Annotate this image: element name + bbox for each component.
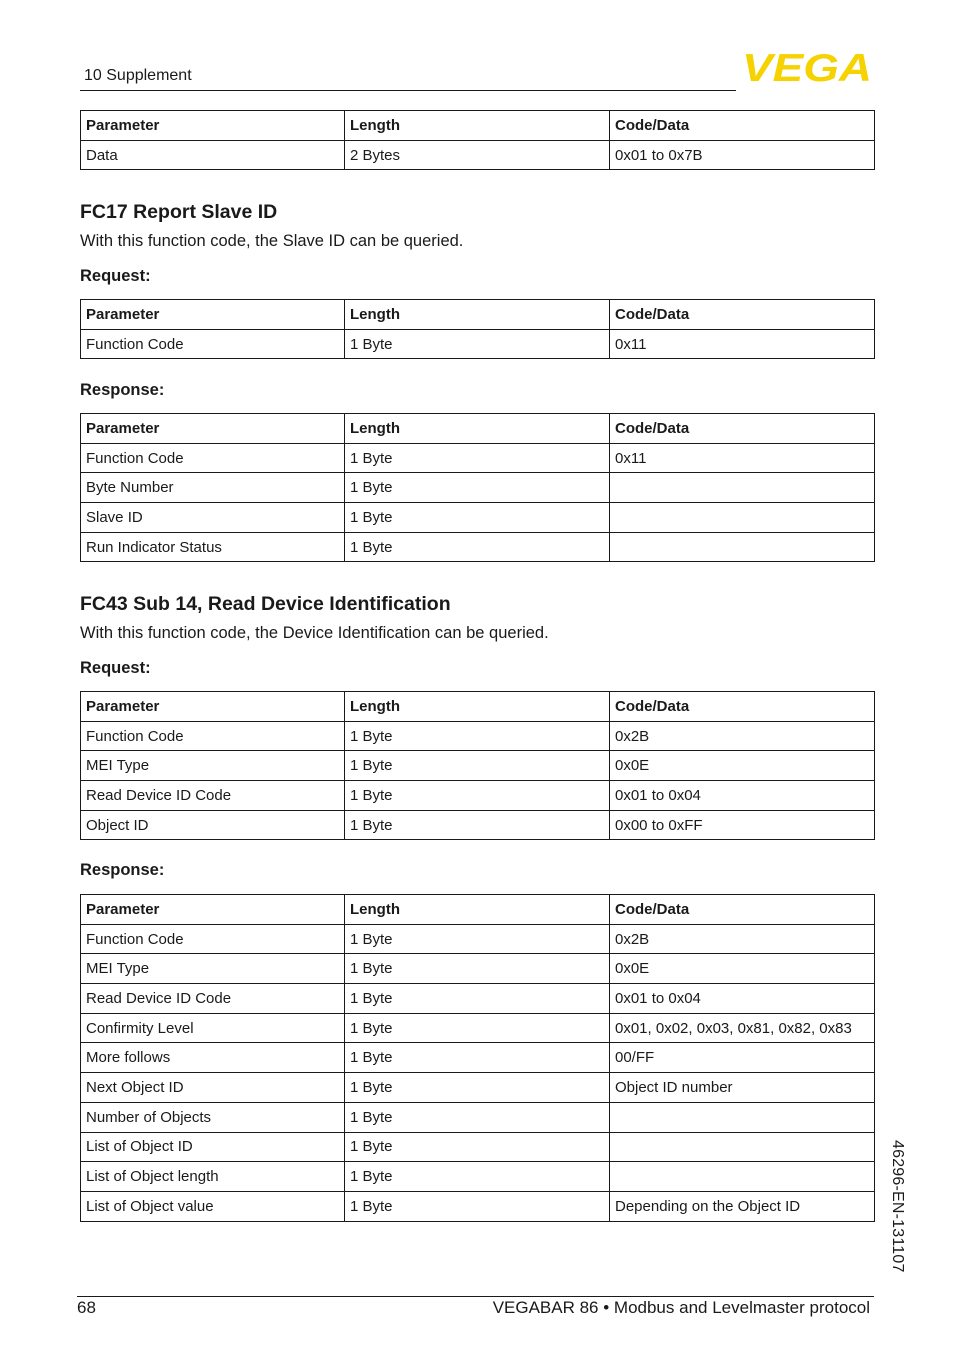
table-header-row xyxy=(81,414,875,444)
cell-code xyxy=(610,1132,875,1162)
cell-parameter: Function Code xyxy=(81,329,345,359)
header-code: Code/Data xyxy=(610,895,875,925)
header-parameter: Parameter xyxy=(81,300,345,330)
fc43-response-label: Response: xyxy=(80,861,165,879)
cell-length: 1 Byte xyxy=(345,1162,610,1192)
cell-length: 1 Byte xyxy=(345,1191,610,1221)
cell-length: 1 Byte xyxy=(345,532,610,562)
fc17-request-table xyxy=(80,299,875,359)
table-row xyxy=(81,329,875,359)
table-row xyxy=(81,751,875,781)
table-row xyxy=(81,473,875,503)
cell-length: 1 Byte xyxy=(345,751,610,781)
footer-divider xyxy=(77,1296,874,1297)
header-length: Length xyxy=(345,895,610,925)
cell-code: 0x01 to 0x04 xyxy=(610,984,875,1014)
table-row xyxy=(81,1162,875,1192)
cell-code xyxy=(610,1102,875,1132)
table-row xyxy=(81,532,875,562)
cell-length: 1 Byte xyxy=(345,473,610,503)
page-number: 68 xyxy=(77,1298,96,1317)
cell-parameter: Number of Objects xyxy=(81,1102,345,1132)
fc17-heading: FC17 Report Slave ID xyxy=(80,201,278,223)
cell-code xyxy=(610,1162,875,1192)
table-header-row xyxy=(81,692,875,722)
header-parameter: Parameter xyxy=(81,692,345,722)
header-parameter: Parameter xyxy=(81,414,345,444)
cell-length: 1 Byte xyxy=(345,503,610,533)
table-row xyxy=(81,1043,875,1073)
cell-length: 1 Byte xyxy=(345,954,610,984)
cell-parameter: Next Object ID xyxy=(81,1073,345,1103)
fc17-description: With this function code, the Slave ID can be queried. xyxy=(80,232,464,250)
cell-parameter: List of Object value xyxy=(81,1191,345,1221)
fc17-response-table xyxy=(80,413,875,562)
table-row xyxy=(81,721,875,751)
table-row xyxy=(81,1102,875,1132)
cell-code: 0x00 to 0xFF xyxy=(610,810,875,840)
vega-logo-text: VEGA xyxy=(742,50,872,84)
fc17-response-label: Response: xyxy=(80,381,165,399)
cell-code: 0x2B xyxy=(610,721,875,751)
fc43-request-table xyxy=(80,691,875,840)
table-row xyxy=(81,924,875,954)
cell-parameter: MEI Type xyxy=(81,954,345,984)
cell-code: 0x2B xyxy=(610,924,875,954)
vega-logo xyxy=(742,50,874,84)
fc43-request-label: Request: xyxy=(80,659,151,677)
cell-parameter: MEI Type xyxy=(81,751,345,781)
cell-length: 1 Byte xyxy=(345,1073,610,1103)
cell-parameter: Function Code xyxy=(81,924,345,954)
cell-code xyxy=(610,532,875,562)
cell-parameter: Run Indicator Status xyxy=(81,532,345,562)
cell-code xyxy=(610,473,875,503)
cell-length: 1 Byte xyxy=(345,1132,610,1162)
section-label: 10 Supplement xyxy=(84,67,192,84)
data-table-continued xyxy=(80,110,875,170)
header-length: Length xyxy=(345,111,610,141)
cell-parameter: Confirmity Level xyxy=(81,1013,345,1043)
cell-parameter: More follows xyxy=(81,1043,345,1073)
cell-code: 00/FF xyxy=(610,1043,875,1073)
cell-length: 1 Byte xyxy=(345,984,610,1014)
table-row xyxy=(81,1191,875,1221)
cell-code: Object ID number xyxy=(610,1073,875,1103)
footer-title: VEGABAR 86 • Modbus and Levelmaster protocol xyxy=(492,1298,870,1317)
cell-code: 0x0E xyxy=(610,954,875,984)
table-row xyxy=(81,503,875,533)
cell-code: 0x01 to 0x04 xyxy=(610,781,875,811)
cell-parameter: Data xyxy=(81,140,345,170)
cell-code: 0x0E xyxy=(610,751,875,781)
header-length: Length xyxy=(345,692,610,722)
fc43-description: With this function code, the Device Identification can be queried. xyxy=(80,624,549,642)
cell-length: 1 Byte xyxy=(345,1043,610,1073)
header-code: Code/Data xyxy=(610,414,875,444)
table-row xyxy=(81,1132,875,1162)
header-length: Length xyxy=(345,300,610,330)
cell-code: 0x11 xyxy=(610,329,875,359)
table-header-row xyxy=(81,111,875,141)
cell-length: 1 Byte xyxy=(345,810,610,840)
vega-logo-graphic xyxy=(742,50,874,84)
cell-parameter: Object ID xyxy=(81,810,345,840)
cell-length: 1 Byte xyxy=(345,721,610,751)
cell-parameter: Read Device ID Code xyxy=(81,984,345,1014)
header-code: Code/Data xyxy=(610,300,875,330)
cell-length: 1 Byte xyxy=(345,781,610,811)
table-row xyxy=(81,954,875,984)
cell-length: 2 Bytes xyxy=(345,140,610,170)
cell-length: 1 Byte xyxy=(345,329,610,359)
header-parameter: Parameter xyxy=(81,111,345,141)
cell-parameter: Function Code xyxy=(81,443,345,473)
cell-length: 1 Byte xyxy=(345,443,610,473)
table-row xyxy=(81,443,875,473)
table-row xyxy=(81,1073,875,1103)
cell-code xyxy=(610,503,875,533)
cell-code: 0x01, 0x02, 0x03, 0x81, 0x82, 0x83 xyxy=(610,1013,875,1043)
table-row xyxy=(81,140,875,170)
header-parameter: Parameter xyxy=(81,895,345,925)
cell-parameter: Read Device ID Code xyxy=(81,781,345,811)
cell-code: 0x11 xyxy=(610,443,875,473)
fc17-request-label: Request: xyxy=(80,267,151,285)
cell-code: 0x01 to 0x7B xyxy=(610,140,875,170)
cell-parameter: List of Object length xyxy=(81,1162,345,1192)
table-row xyxy=(81,1013,875,1043)
header-code: Code/Data xyxy=(610,692,875,722)
table-header-row xyxy=(81,300,875,330)
cell-parameter: List of Object ID xyxy=(81,1132,345,1162)
cell-parameter: Slave ID xyxy=(81,503,345,533)
cell-code: Depending on the Object ID xyxy=(610,1191,875,1221)
table-row xyxy=(81,984,875,1014)
cell-length: 1 Byte xyxy=(345,1102,610,1132)
cell-parameter: Byte Number xyxy=(81,473,345,503)
cell-length: 1 Byte xyxy=(345,924,610,954)
table-header-row xyxy=(81,895,875,925)
document-code: 46296-EN-131107 xyxy=(889,1140,906,1273)
cell-parameter: Function Code xyxy=(81,721,345,751)
fc43-heading: FC43 Sub 14, Read Device Identification xyxy=(80,593,451,615)
header-code: Code/Data xyxy=(610,111,875,141)
table-row xyxy=(81,781,875,811)
header-length: Length xyxy=(345,414,610,444)
cell-length: 1 Byte xyxy=(345,1013,610,1043)
fc43-response-table xyxy=(80,894,875,1222)
header-divider xyxy=(80,90,736,91)
table-row xyxy=(81,810,875,840)
